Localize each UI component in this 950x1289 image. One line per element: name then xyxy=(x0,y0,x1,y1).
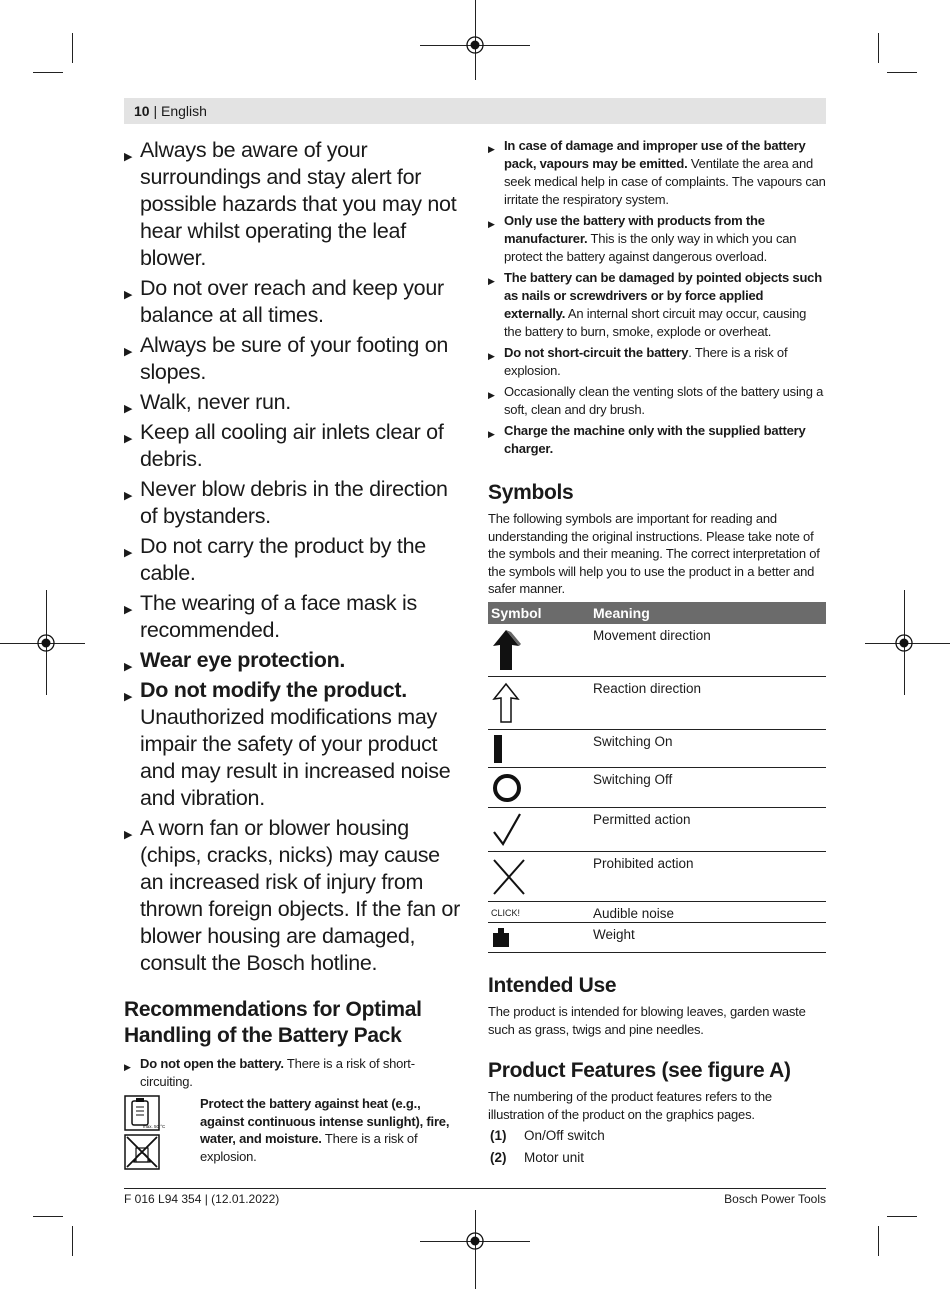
item-bold: The battery can be damaged by pointed objects such as nails or screwdrivers or by force applied externally. xyxy=(504,270,822,321)
page-number: 10 xyxy=(134,103,150,119)
right-column xyxy=(488,137,826,1169)
footer-divider xyxy=(124,1188,826,1189)
item-text: Occasionally clean the venting slots of the battery using a soft, clean and dry brush. xyxy=(504,384,824,417)
symbol-meaning: Prohibited action xyxy=(590,852,826,902)
list-item xyxy=(124,1055,464,1091)
registration-mark-icon xyxy=(465,35,485,55)
modify-warning-text: Unauthorized modifications may impair the safety of your product and may result in increased noise and vibration. xyxy=(140,705,451,810)
crop-mark xyxy=(878,33,879,63)
symbols-heading: Symbols xyxy=(488,481,574,504)
footer-doc-number: F 016 L94 354 | (12.01.2022) xyxy=(124,1192,280,1206)
crop-mark xyxy=(887,72,917,73)
list-item: ▶ Do not carry the product by the cable. xyxy=(124,533,464,587)
list-item xyxy=(488,212,826,266)
cross-icon xyxy=(491,856,527,896)
item-bold: Only use the battery with products from the manufacturer. xyxy=(504,213,765,246)
item-text: . There is a risk of explosion. xyxy=(504,345,788,378)
registration-mark-icon xyxy=(36,633,56,653)
movement-arrow-icon xyxy=(491,628,521,672)
item-text: Ventilate the area and seek medical help in case of complaints. The vapours can irritate the respiratory system. xyxy=(504,156,826,207)
switch-off-icon xyxy=(491,772,523,804)
feature-number: (1) xyxy=(490,1128,507,1143)
item-text: An internal short circuit may occur, causing the battery to burn, smoke, explode or overheat. xyxy=(504,306,807,339)
symbol-meaning: Permitted action xyxy=(590,808,826,852)
intended-use-text: The product is intended for blowing leaves, garden waste such as grass, twigs and pine needles. xyxy=(488,1004,806,1037)
item-bold: In case of damage and improper use of the battery pack, vapours may be emitted. xyxy=(504,138,806,171)
list-item xyxy=(124,677,464,812)
battery-no-water-icon xyxy=(124,1134,160,1170)
symbols-intro: The following symbols are important for reading and understanding the original instructions. Please take note of the symbols and their meaning. The correct interpretation of the symbols will help you to use the product in a better and safer manner. xyxy=(488,511,820,596)
registration-mark-icon xyxy=(894,633,914,653)
eye-protection-warning: Wear eye protection. xyxy=(140,648,346,672)
symbol-meaning: Switching On xyxy=(590,730,826,768)
page-header-bar xyxy=(124,98,826,124)
symbol-meaning: Reaction direction xyxy=(590,677,826,730)
symbol-meaning: Weight xyxy=(590,923,826,953)
table-row xyxy=(488,677,826,730)
feature-number: (2) xyxy=(490,1150,507,1165)
feature-label: Motor unit xyxy=(524,1150,585,1165)
symbol-meaning: Switching Off xyxy=(590,768,826,808)
registration-mark-icon xyxy=(465,1231,485,1251)
list-item: ▶ A worn fan or blower housing (chips, cracks, nicks) may cause an increased risk of injury from thrown foreign objects. If the fan or blower housing are damaged, consult the Bosch hotline. xyxy=(124,815,464,977)
symbols-table xyxy=(488,602,826,954)
symbol-meaning: Movement direction xyxy=(590,624,826,677)
table-row xyxy=(488,902,826,923)
battery-list xyxy=(488,137,826,458)
safety-list xyxy=(124,137,464,977)
list-item: ▶ Keep all cooling air inlets clear of debris. xyxy=(124,419,464,473)
product-features-heading: Product Features (see figure A) xyxy=(488,1059,791,1082)
list-item xyxy=(488,269,826,341)
feature-label: On/Off switch xyxy=(524,1128,605,1143)
battery-heading: Recommendations for Optimal Handling of the Battery Pack xyxy=(124,998,422,1047)
battery-heat-icon xyxy=(124,1095,166,1131)
table-row xyxy=(488,923,826,953)
weight-icon xyxy=(491,927,511,949)
list-item xyxy=(488,344,826,380)
crop-mark xyxy=(887,1216,917,1217)
symbol-meaning: Audible noise xyxy=(590,902,826,923)
list-item xyxy=(124,647,464,674)
table-row xyxy=(488,808,826,852)
header-language: English xyxy=(161,103,207,119)
list-item: ▶ Walk, never run. xyxy=(124,389,464,416)
crop-mark xyxy=(878,1226,879,1256)
left-column xyxy=(124,137,464,1175)
features-list xyxy=(488,1125,826,1169)
list-item xyxy=(488,1147,826,1169)
table-row xyxy=(488,730,826,768)
meaning-column-header: Meaning xyxy=(590,602,826,624)
list-item: ▶ The wearing of a face mask is recommended. xyxy=(124,590,464,644)
list-item: ▶ Do not over reach and keep your balance at all times. xyxy=(124,275,464,329)
checkmark-icon xyxy=(491,812,523,848)
item-text: This is the only way in which you can protect the battery against dangerous overload. xyxy=(504,231,797,264)
list-item: ▶ Never blow debris in the direction of bystanders. xyxy=(124,476,464,530)
footer-brand: Bosch Power Tools xyxy=(724,1192,826,1206)
open-battery-bold: Do not open the battery. xyxy=(140,1056,284,1071)
product-features-intro: The numbering of the product features refers to the illustration of the product on the graphics pages. xyxy=(488,1089,772,1122)
item-bold: Charge the machine only with the supplied battery charger. xyxy=(504,423,806,456)
heat-warning xyxy=(200,1095,462,1165)
table-row xyxy=(488,768,826,808)
heat-warning-block xyxy=(124,1095,464,1175)
open-battery-text: There is a risk of short-circuiting. xyxy=(140,1056,415,1089)
modify-warning-bold: Do not modify the product. xyxy=(140,678,407,702)
table-row xyxy=(488,852,826,902)
symbol-column-header: Symbol xyxy=(488,602,590,624)
list-item xyxy=(488,383,826,419)
page-header: 10 | English xyxy=(134,103,207,119)
switch-on-icon xyxy=(491,734,505,764)
list-item xyxy=(488,1125,826,1147)
crop-mark xyxy=(72,33,73,63)
heat-warning-text: There is a risk of explosion. xyxy=(200,1131,418,1164)
intended-use-heading: Intended Use xyxy=(488,974,617,997)
item-bold: Do not short-circuit the battery xyxy=(504,345,689,360)
list-item: ▶ Always be aware of your surroundings and stay alert for possible hazards that you may not hear whilst operating the leaf blower. xyxy=(124,137,464,272)
battery-open-list xyxy=(124,1055,464,1091)
click-text: CLICK! xyxy=(488,902,590,923)
table-row xyxy=(488,624,826,677)
crop-mark xyxy=(33,1216,63,1217)
heat-icon-label: max. 50 °C xyxy=(143,1124,166,1129)
list-item xyxy=(488,137,826,209)
list-item: ▶ Always be sure of your footing on slopes. xyxy=(124,332,464,386)
list-item xyxy=(488,422,826,458)
heat-warning-bold: Protect the battery against heat (e.g., against continuous intense sunlight), fire, water, and moisture. xyxy=(200,1096,450,1146)
crop-mark xyxy=(72,1226,73,1256)
reaction-arrow-icon xyxy=(491,681,521,725)
crop-mark xyxy=(33,72,63,73)
